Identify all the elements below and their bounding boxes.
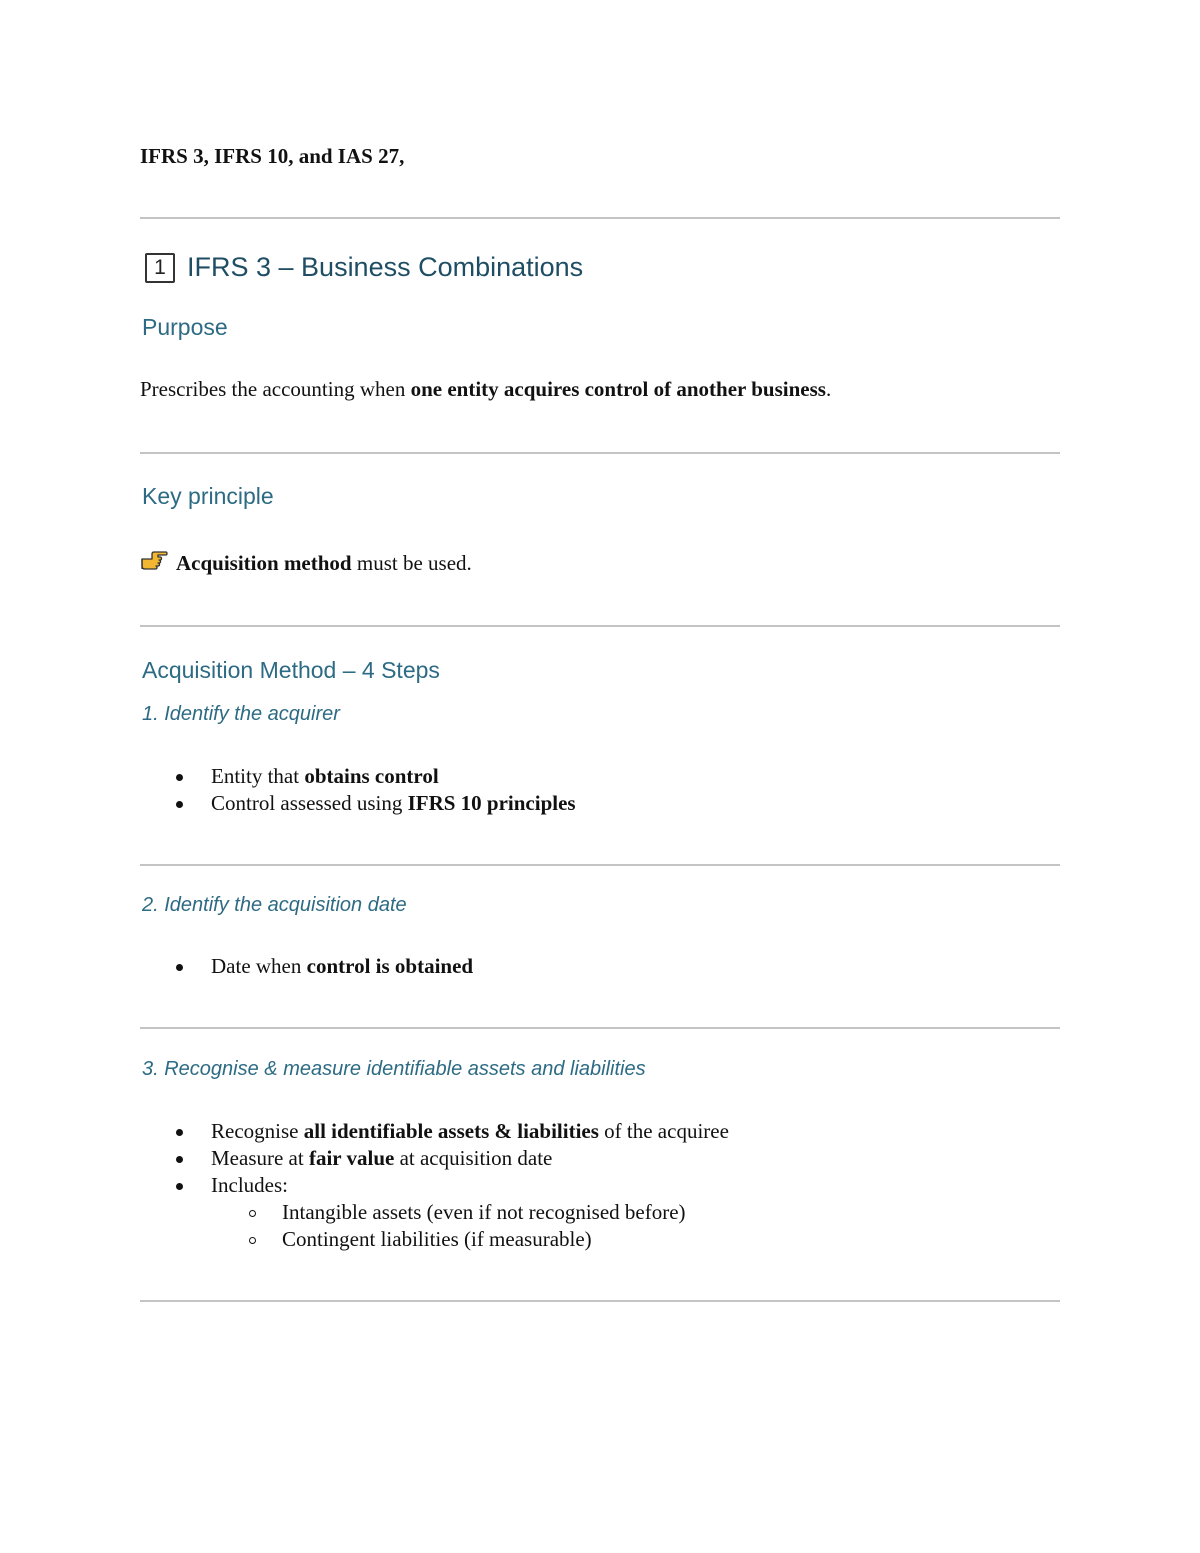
step-2-list [175, 953, 473, 980]
list-item [175, 1118, 729, 1145]
section-heading [145, 252, 583, 283]
sub-list-item-text: Contingent liabilities (if measurable) [282, 1227, 592, 1251]
document-title: IFRS 3, IFRS 10, and IAS 27, [140, 144, 405, 168]
bullet-dot [176, 801, 183, 808]
list-item [175, 953, 473, 980]
list-item-text: Date when [211, 954, 307, 978]
step-3-list [175, 1118, 729, 1253]
list-item-text: Control assessed using [211, 791, 408, 815]
bullet-dot [176, 1129, 183, 1136]
sub-list-item [175, 1226, 729, 1253]
horizontal-rule [140, 1300, 1060, 1302]
horizontal-rule [140, 217, 1060, 219]
key-principle-text [140, 551, 472, 579]
section-title: IFRS 3 – Business Combinations [187, 252, 584, 282]
pointing-hand-icon [140, 549, 168, 577]
list-item-bold: control is obtained [306, 954, 474, 978]
key-principle-rest: must be used. [351, 551, 472, 575]
list-item-bold: obtains control [304, 764, 439, 788]
list-item [175, 1172, 729, 1199]
list-item-text-end: of the acquiree [598, 1119, 729, 1143]
purpose-text [140, 377, 831, 402]
purpose-heading: Purpose [142, 314, 228, 340]
bullet-dot [176, 1156, 183, 1163]
sub-list-item-text: Intangible assets (even if not recognised before) [282, 1200, 686, 1224]
list-item-text: Measure at [211, 1146, 309, 1170]
step-1-title: 1. Identify the acquirer [142, 703, 340, 725]
purpose-text-bold: one entity acquires control of another business [410, 377, 826, 401]
key-principle-bold: Acquisition method [176, 551, 352, 575]
section-number-box: 1 [145, 253, 175, 283]
sub-list-item [175, 1199, 729, 1226]
purpose-text-end: . [825, 377, 832, 401]
horizontal-rule [140, 1027, 1060, 1029]
step-2-title: 2. Identify the acquisition date [142, 894, 407, 916]
key-principle-heading: Key principle [142, 483, 274, 509]
list-item-text: Entity that [211, 764, 305, 788]
step-3-title: 3. Recognise & measure identifiable assets and liabilities [142, 1058, 646, 1080]
hollow-bullet-icon [249, 1237, 256, 1244]
list-item-bold: all identifiable assets & liabilities [303, 1119, 599, 1143]
hollow-bullet-icon [249, 1210, 256, 1217]
acquisition-method-heading: Acquisition Method – 4 Steps [142, 657, 440, 683]
list-item [175, 1145, 729, 1172]
bullet-dot [176, 774, 183, 781]
list-item-bold: IFRS 10 principles [407, 791, 576, 815]
list-item-bold: fair value [308, 1146, 395, 1170]
list-item-text: Recognise [211, 1119, 304, 1143]
step-1-list [175, 763, 576, 817]
list-item-text-end: at acquisition date [394, 1146, 553, 1170]
bullet-dot [176, 964, 183, 971]
horizontal-rule [140, 625, 1060, 627]
list-item-text: Includes: [211, 1173, 288, 1197]
purpose-text-lead: Prescribes the accounting when [140, 377, 411, 401]
list-item [175, 790, 576, 817]
bullet-dot [176, 1183, 183, 1190]
list-item [175, 763, 576, 790]
horizontal-rule [140, 452, 1060, 454]
horizontal-rule [140, 864, 1060, 866]
